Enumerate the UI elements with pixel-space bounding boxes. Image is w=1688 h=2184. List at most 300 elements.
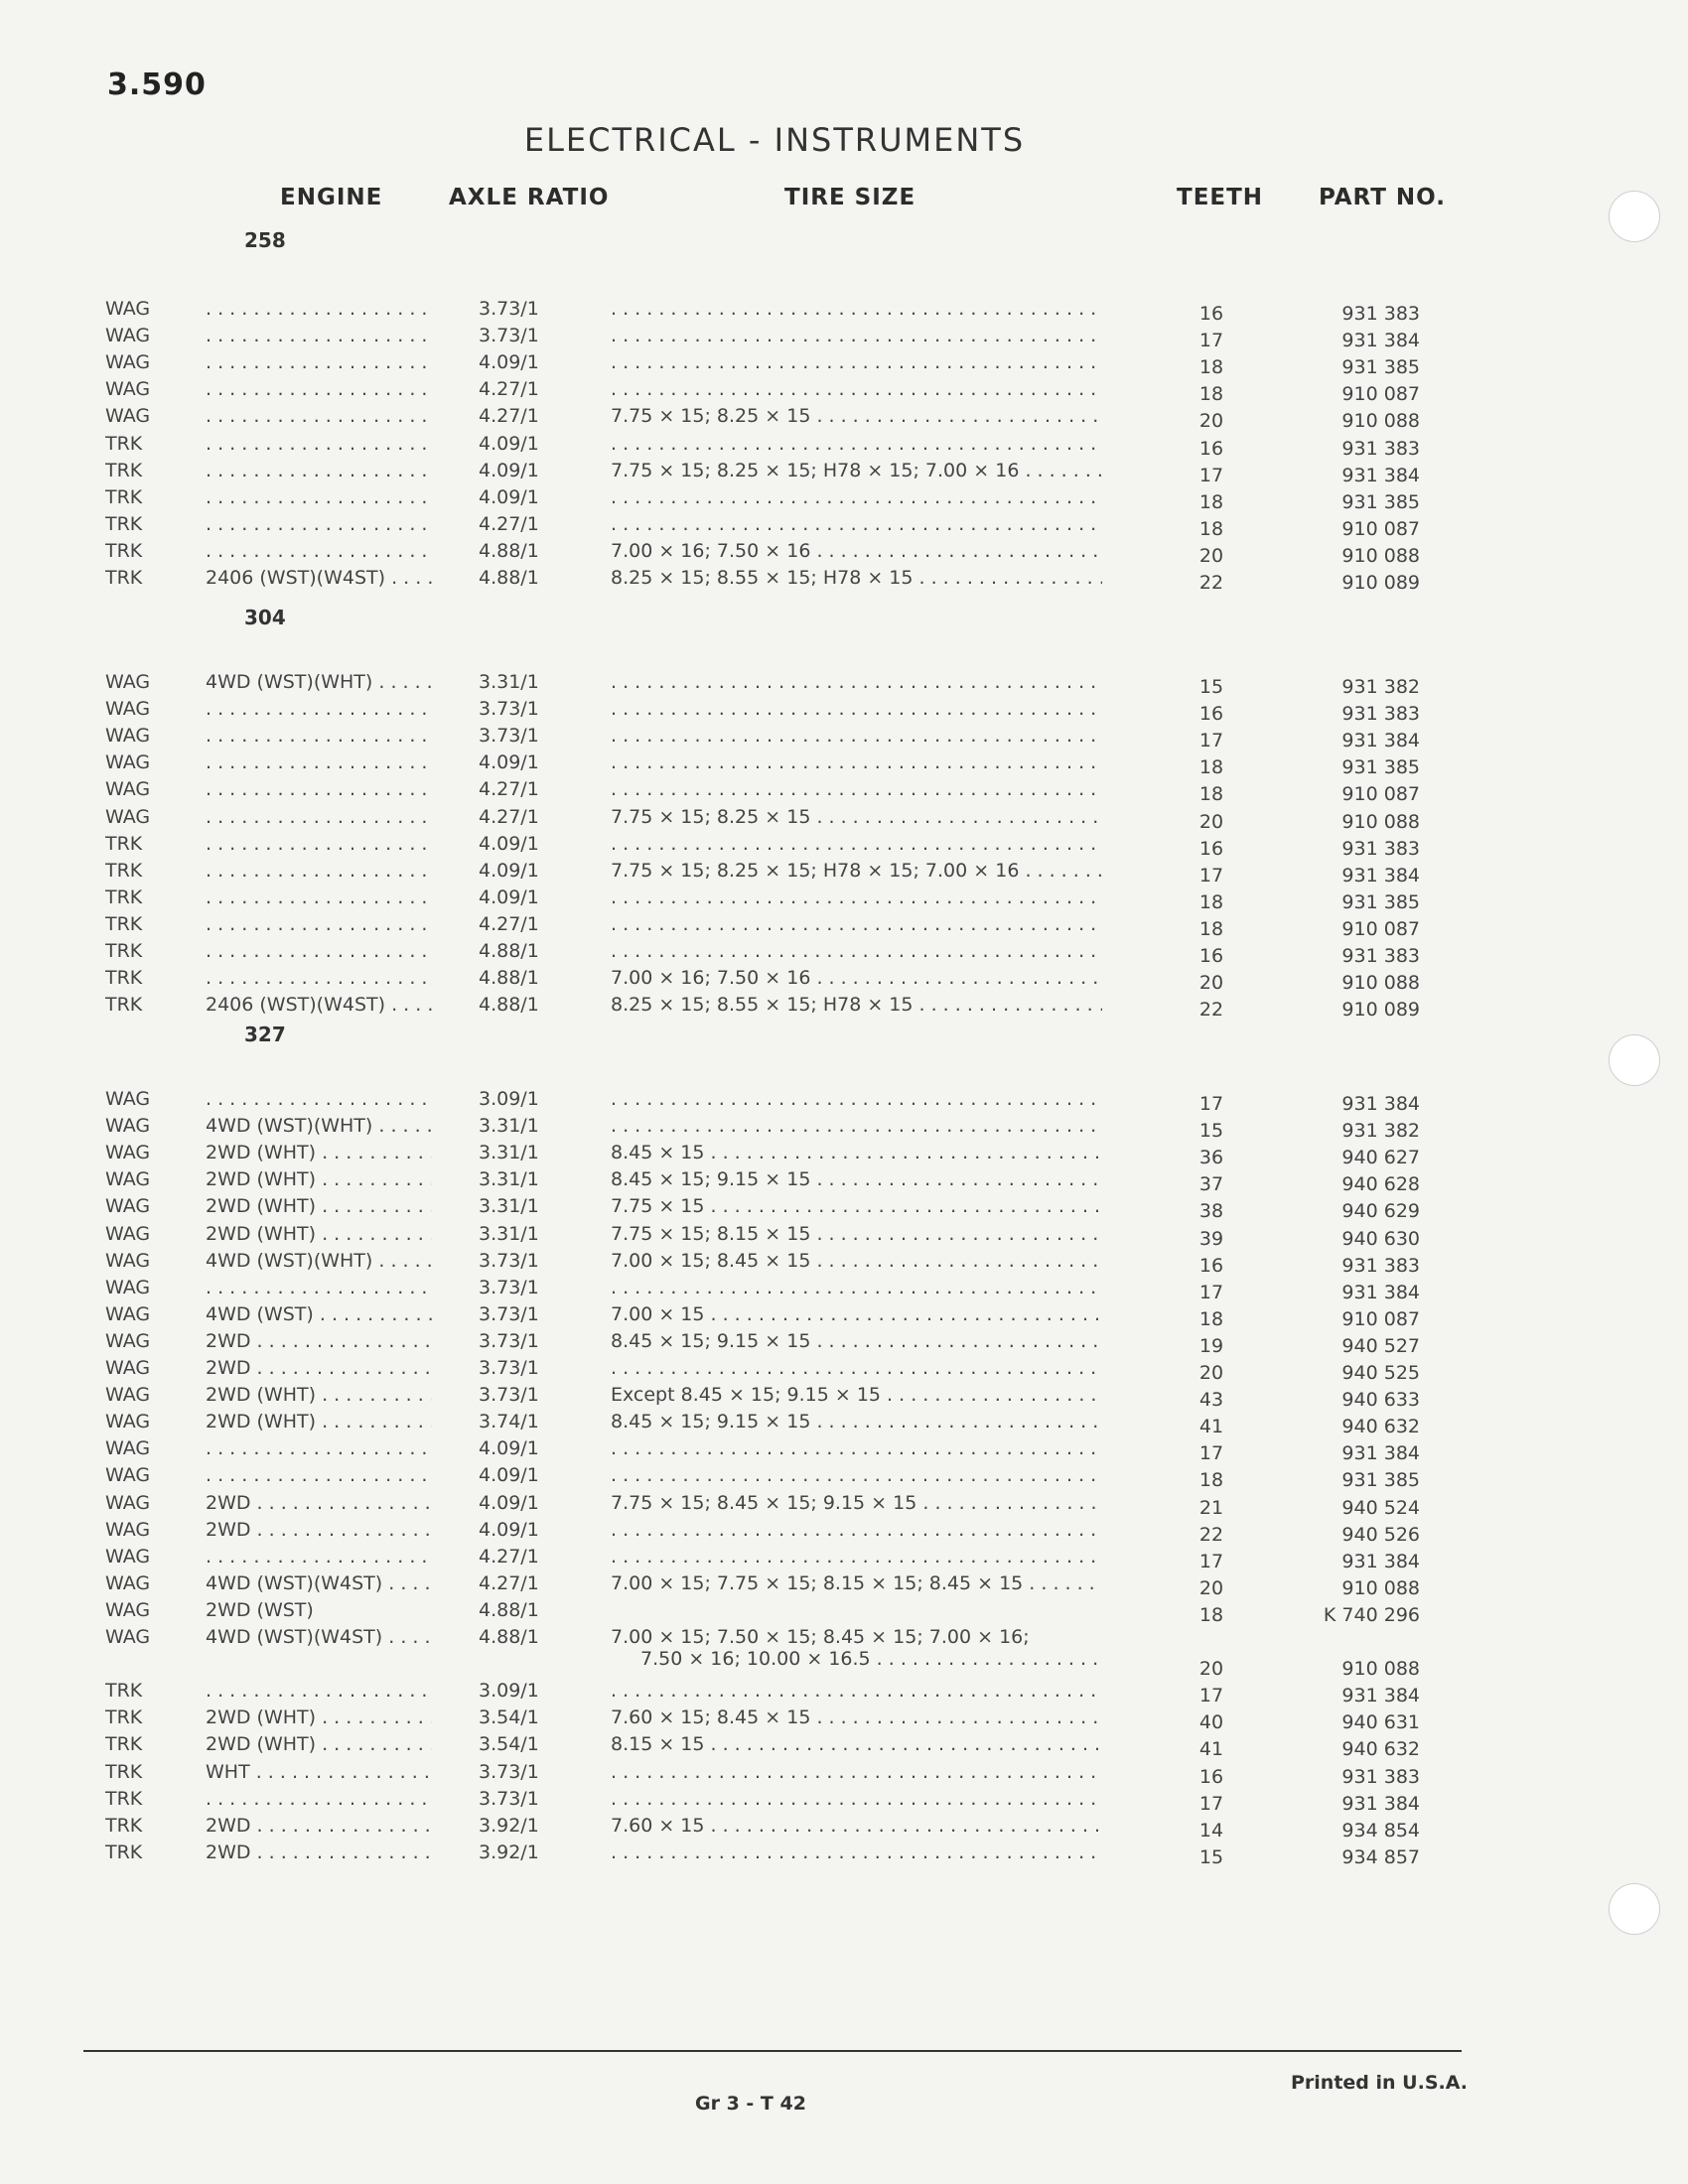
axle-ratio: 4.09/1 xyxy=(479,1491,539,1514)
axle-ratio: 3.31/1 xyxy=(479,1168,539,1191)
body-type: WAG xyxy=(105,1168,151,1191)
axle-ratio: 4.09/1 xyxy=(479,1464,539,1487)
body-type: WAG xyxy=(105,1491,151,1514)
engine-note xyxy=(206,698,432,720)
engine-note: 2WD . . . xyxy=(206,1492,432,1514)
tire-size xyxy=(611,351,1102,373)
body-type: TRK xyxy=(105,459,143,481)
engine-note: 2WD (WHT) . . . xyxy=(206,1223,432,1245)
table-row xyxy=(0,1680,1549,1706)
axle-ratio: 4.88/1 xyxy=(479,994,539,1017)
table-row xyxy=(0,1842,1549,1868)
tire-size xyxy=(611,1357,1102,1379)
engine-note xyxy=(206,725,432,747)
body-type: WAG xyxy=(105,351,151,374)
table-row xyxy=(0,1733,1549,1760)
footer-rule xyxy=(83,2050,1462,2052)
axle-ratio: 3.73/1 xyxy=(479,1787,539,1810)
engine-note xyxy=(206,1680,432,1702)
table-row xyxy=(0,1626,1549,1680)
tire-size: 7.75 × 15; 8.15 × 15 . . . xyxy=(611,1223,1102,1245)
binder-hole-bottom xyxy=(1609,1883,1660,1935)
axle-ratio: 4.09/1 xyxy=(479,485,539,508)
teeth-count: 18 xyxy=(1198,1469,1224,1492)
axle-ratio: 4.88/1 xyxy=(479,967,539,990)
teeth-count: 21 xyxy=(1198,1496,1224,1519)
tire-size xyxy=(611,1626,1102,1680)
part-number: 910 088 xyxy=(1341,972,1420,995)
part-number: 931 384 xyxy=(1341,730,1420,752)
body-type: TRK xyxy=(105,432,143,455)
body-type: TRK xyxy=(105,1814,143,1837)
teeth-count: 20 xyxy=(1198,1658,1224,1680)
engine-note xyxy=(206,460,432,481)
tire-size: 8.45 × 15 . . . xyxy=(611,1142,1102,1163)
engine-note: 4WD (WST)(WHT) . . . xyxy=(206,1250,432,1272)
body-type: TRK xyxy=(105,1680,143,1703)
engine-note: WHT . . . xyxy=(206,1761,432,1783)
engine-note xyxy=(206,806,432,828)
part-number: 940 629 xyxy=(1341,1200,1420,1223)
tire-size xyxy=(611,325,1102,346)
teeth-count: 20 xyxy=(1198,1362,1224,1384)
table-row xyxy=(0,325,1549,351)
table-row xyxy=(0,433,1549,460)
body-type: TRK xyxy=(105,859,143,882)
teeth-count: 36 xyxy=(1198,1147,1224,1169)
tire-size: 8.45 × 15; 9.15 × 15 . . . xyxy=(611,1168,1102,1190)
axle-ratio: 4.27/1 xyxy=(479,912,539,935)
section-engine-label: 304 xyxy=(244,606,286,629)
part-number: 931 383 xyxy=(1341,1765,1420,1788)
tire-size xyxy=(611,378,1102,400)
teeth-count: 16 xyxy=(1198,945,1224,967)
teeth-count: 41 xyxy=(1198,1738,1224,1761)
body-type: WAG xyxy=(105,405,151,428)
engine-note: 4WD (WST)(WHT) . . . xyxy=(206,1115,432,1137)
part-number: 931 383 xyxy=(1341,945,1420,967)
table-row xyxy=(0,1706,1549,1733)
body-type: WAG xyxy=(105,325,151,347)
tire-size: 7.00 × 15; 8.45 × 15 . . . xyxy=(611,1250,1102,1272)
teeth-count: 18 xyxy=(1198,490,1224,513)
tire-size: 7.75 × 15; 8.25 × 15; H78 × 15; 7.00 × 16 . . . xyxy=(611,860,1102,882)
body-type: WAG xyxy=(105,751,151,774)
part-number: 931 385 xyxy=(1341,1469,1420,1492)
teeth-count: 22 xyxy=(1198,572,1224,594)
body-type: WAG xyxy=(105,1598,151,1621)
part-number: 931 384 xyxy=(1341,1550,1420,1572)
teeth-count: 18 xyxy=(1198,783,1224,806)
table-row xyxy=(0,725,1549,751)
body-type: WAG xyxy=(105,1115,151,1138)
table-row xyxy=(0,1464,1549,1491)
tire-size xyxy=(611,1680,1102,1702)
teeth-count: 40 xyxy=(1198,1711,1224,1734)
engine-note xyxy=(206,1788,432,1810)
tire-size: 8.25 × 15; 8.55 × 15; H78 × 15 . . . xyxy=(611,567,1102,589)
part-number: 910 089 xyxy=(1341,572,1420,594)
teeth-count: 18 xyxy=(1198,1307,1224,1330)
engine-note: 2WD (WHT) . . . xyxy=(206,1411,432,1433)
engine-note xyxy=(206,486,432,508)
axle-ratio: 3.09/1 xyxy=(479,1680,539,1703)
table-row xyxy=(0,1788,1549,1815)
axle-ratio: 3.73/1 xyxy=(479,1249,539,1272)
engine-note xyxy=(206,1277,432,1298)
axle-ratio: 4.27/1 xyxy=(479,1545,539,1568)
part-number: 931 385 xyxy=(1341,756,1420,779)
part-number: 931 382 xyxy=(1341,1120,1420,1143)
table-row xyxy=(0,1115,1549,1142)
engine-note xyxy=(206,860,432,882)
tire-size xyxy=(611,887,1102,908)
engine-note xyxy=(206,1546,432,1568)
table-row xyxy=(0,1357,1549,1384)
engine-note xyxy=(206,967,432,989)
tire-size xyxy=(611,1277,1102,1298)
part-number: 931 384 xyxy=(1341,1685,1420,1707)
table-row xyxy=(0,1088,1549,1115)
table-row xyxy=(0,1761,1549,1788)
table-row xyxy=(0,1250,1549,1277)
part-number: 910 088 xyxy=(1341,1576,1420,1599)
teeth-count: 15 xyxy=(1198,1120,1224,1143)
teeth-count: 18 xyxy=(1198,1603,1224,1626)
teeth-count: 18 xyxy=(1198,383,1224,406)
axle-ratio: 3.73/1 xyxy=(479,325,539,347)
tire-size xyxy=(611,1088,1102,1110)
body-type: TRK xyxy=(105,886,143,908)
table-row xyxy=(0,1546,1549,1572)
body-type: WAG xyxy=(105,725,151,748)
engine-note: 2WD . . . xyxy=(206,1842,432,1863)
engine-note: 2WD (WHT) . . . xyxy=(206,1706,432,1728)
engine-note: 2WD (WHT) . . . xyxy=(206,1384,432,1406)
axle-ratio: 4.09/1 xyxy=(479,459,539,481)
body-type: TRK xyxy=(105,1841,143,1863)
engine-note xyxy=(206,351,432,373)
teeth-count: 17 xyxy=(1198,1685,1224,1707)
body-type: TRK xyxy=(105,994,143,1017)
tire-size xyxy=(611,1519,1102,1541)
engine-note: 2WD (WHT) . . . xyxy=(206,1142,432,1163)
axle-ratio: 4.09/1 xyxy=(479,751,539,774)
printed-in-label: Printed in U.S.A. xyxy=(1291,2072,1468,2094)
table-row xyxy=(0,1572,1549,1599)
tire-size: 7.00 × 16; 7.50 × 16 . . . xyxy=(611,967,1102,989)
tire-size: 8.25 × 15; 8.55 × 15; H78 × 15 . . . xyxy=(611,994,1102,1016)
part-number: 940 633 xyxy=(1341,1389,1420,1412)
body-type: WAG xyxy=(105,1384,151,1407)
table-row xyxy=(0,1142,1549,1168)
column-header-teeth: TEETH xyxy=(1177,185,1264,210)
axle-ratio: 3.54/1 xyxy=(479,1706,539,1729)
body-type: WAG xyxy=(105,378,151,401)
part-number: 940 527 xyxy=(1341,1334,1420,1357)
table-row xyxy=(0,1492,1549,1519)
part-number: 931 383 xyxy=(1341,837,1420,860)
teeth-count: 18 xyxy=(1198,756,1224,779)
engine-note xyxy=(206,405,432,427)
engine-note xyxy=(206,913,432,935)
page-number: 3.590 xyxy=(107,68,207,102)
tire-size xyxy=(611,513,1102,535)
binder-hole-top xyxy=(1609,191,1660,242)
teeth-count: 17 xyxy=(1198,1281,1224,1303)
engine-note xyxy=(206,513,432,535)
tire-size xyxy=(611,833,1102,855)
tire-size: 7.75 × 15; 8.45 × 15; 9.15 × 15 . . . xyxy=(611,1492,1102,1514)
tire-size: 8.45 × 15; 9.15 × 15 . . . xyxy=(611,1330,1102,1352)
tire-size xyxy=(611,486,1102,508)
axle-ratio: 4.88/1 xyxy=(479,1598,539,1621)
body-type: TRK xyxy=(105,912,143,935)
teeth-count: 16 xyxy=(1198,437,1224,460)
tire-size: 7.75 × 15; 8.25 × 15 . . . xyxy=(611,405,1102,427)
teeth-count: 20 xyxy=(1198,410,1224,433)
part-number: 931 384 xyxy=(1341,330,1420,352)
teeth-count: 22 xyxy=(1198,999,1224,1022)
engine-note xyxy=(206,1464,432,1486)
engine-note: 2WD . . . xyxy=(206,1330,432,1352)
teeth-count: 22 xyxy=(1198,1523,1224,1546)
engine-note: 2406 (WST)(W4ST) . . . xyxy=(206,994,432,1016)
body-type: TRK xyxy=(105,940,143,962)
table-row xyxy=(0,1223,1549,1250)
teeth-count: 18 xyxy=(1198,517,1224,540)
body-type: WAG xyxy=(105,1357,151,1379)
teeth-count: 15 xyxy=(1198,676,1224,698)
teeth-count: 17 xyxy=(1198,730,1224,752)
tire-size xyxy=(611,778,1102,800)
teeth-count: 15 xyxy=(1198,1845,1224,1868)
axle-ratio: 4.27/1 xyxy=(479,378,539,401)
body-type: WAG xyxy=(105,1302,151,1325)
column-header-tire-size: TIRE SIZE xyxy=(784,185,916,210)
axle-ratio: 4.09/1 xyxy=(479,1518,539,1541)
body-type: TRK xyxy=(105,512,143,535)
part-number: 910 087 xyxy=(1341,917,1420,940)
column-header-part-no: PART NO. xyxy=(1319,185,1446,210)
teeth-count: 41 xyxy=(1198,1416,1224,1438)
axle-ratio: 3.73/1 xyxy=(479,298,539,320)
teeth-count: 16 xyxy=(1198,837,1224,860)
part-number: 940 526 xyxy=(1341,1523,1420,1546)
part-number: 931 384 xyxy=(1341,1442,1420,1465)
part-number: 931 383 xyxy=(1341,1254,1420,1277)
engine-note: 4WD (WST)(WHT) . . . xyxy=(206,671,432,693)
tire-size: 7.75 × 15; 8.25 × 15; H78 × 15; 7.00 × 16 . . . xyxy=(611,460,1102,481)
table-row xyxy=(0,1303,1549,1330)
part-number: 931 384 xyxy=(1341,1792,1420,1815)
axle-ratio: 3.73/1 xyxy=(479,1760,539,1783)
teeth-count: 20 xyxy=(1198,1576,1224,1599)
part-number: 940 525 xyxy=(1341,1362,1420,1384)
body-type: WAG xyxy=(105,1437,151,1460)
axle-ratio: 3.09/1 xyxy=(479,1088,539,1110)
axle-ratio: 4.27/1 xyxy=(479,805,539,828)
tire-size xyxy=(611,725,1102,747)
part-number: 931 384 xyxy=(1341,464,1420,486)
teeth-count: 16 xyxy=(1198,303,1224,325)
tire-size xyxy=(611,433,1102,455)
part-number: 940 524 xyxy=(1341,1496,1420,1519)
body-type: TRK xyxy=(105,485,143,508)
engine-note: 2WD . . . xyxy=(206,1519,432,1541)
body-type: TRK xyxy=(105,567,143,589)
part-number: 910 089 xyxy=(1341,999,1420,1022)
body-type: WAG xyxy=(105,1571,151,1594)
table-row xyxy=(0,1411,1549,1437)
teeth-count: 20 xyxy=(1198,544,1224,567)
section-engine-label: 327 xyxy=(244,1023,286,1046)
engine-note: 2WD (WHT) . . . xyxy=(206,1168,432,1190)
part-number: 910 087 xyxy=(1341,1307,1420,1330)
part-number: 931 384 xyxy=(1341,1093,1420,1115)
axle-ratio: 3.73/1 xyxy=(479,1329,539,1352)
engine-note xyxy=(206,1437,432,1459)
teeth-count: 17 xyxy=(1198,464,1224,486)
engine-note xyxy=(206,887,432,908)
part-number: 940 627 xyxy=(1341,1147,1420,1169)
part-number: 931 384 xyxy=(1341,1281,1420,1303)
table-row xyxy=(0,860,1549,887)
part-number: 940 628 xyxy=(1341,1173,1420,1196)
engine-note xyxy=(206,940,432,962)
tire-size xyxy=(611,751,1102,773)
engine-note: 4WD (WST)(W4ST) . . . xyxy=(206,1572,432,1594)
part-number: 931 385 xyxy=(1341,490,1420,513)
axle-ratio: 4.09/1 xyxy=(479,432,539,455)
table-row xyxy=(0,1437,1549,1464)
table-row xyxy=(0,378,1549,405)
table-row xyxy=(0,833,1549,860)
table-row xyxy=(0,806,1549,833)
axle-ratio: 3.31/1 xyxy=(479,671,539,693)
teeth-count: 17 xyxy=(1198,1550,1224,1572)
engine-note xyxy=(206,778,432,800)
axle-ratio: 4.09/1 xyxy=(479,886,539,908)
axle-ratio: 3.73/1 xyxy=(479,698,539,721)
table-row xyxy=(0,405,1549,432)
tire-size xyxy=(611,298,1102,320)
axle-ratio: 3.73/1 xyxy=(479,1276,539,1298)
body-type: WAG xyxy=(105,1088,151,1110)
body-type: WAG xyxy=(105,671,151,693)
tire-size xyxy=(611,913,1102,935)
teeth-count: 20 xyxy=(1198,810,1224,833)
axle-ratio: 3.74/1 xyxy=(479,1411,539,1433)
axle-ratio: 4.09/1 xyxy=(479,859,539,882)
table-row xyxy=(0,351,1549,378)
tire-size: 7.60 × 15; 8.45 × 15 . . . xyxy=(611,1706,1102,1728)
engine-note: 2WD (WHT) . . . xyxy=(206,1733,432,1755)
engine-note: 2WD . . . xyxy=(206,1815,432,1837)
axle-ratio: 3.73/1 xyxy=(479,1357,539,1379)
table-row xyxy=(0,460,1549,486)
table-row xyxy=(0,778,1549,805)
part-number: 931 383 xyxy=(1341,703,1420,726)
part-number: 931 383 xyxy=(1341,303,1420,325)
part-number: 910 088 xyxy=(1341,410,1420,433)
table-row xyxy=(0,486,1549,513)
tire-size xyxy=(611,1464,1102,1486)
body-type: WAG xyxy=(105,1329,151,1352)
tire-size: 7.75 × 15; 8.25 × 15 . . . xyxy=(611,806,1102,828)
teeth-count: 18 xyxy=(1198,917,1224,940)
body-type: WAG xyxy=(105,1411,151,1433)
axle-ratio: 4.27/1 xyxy=(479,512,539,535)
axle-ratio: 4.88/1 xyxy=(479,567,539,589)
part-number: 910 087 xyxy=(1341,783,1420,806)
tire-size-line: 7.00 × 15; 7.50 × 15; 8.45 × 15; 7.00 × 16; xyxy=(611,1626,1030,1648)
table-row xyxy=(0,298,1549,325)
table-row xyxy=(0,994,1549,1021)
tire-size xyxy=(611,698,1102,720)
part-number: 910 088 xyxy=(1341,810,1420,833)
tire-size: 7.75 × 15 . . . xyxy=(611,1195,1102,1217)
tire-size xyxy=(611,1115,1102,1137)
body-type: TRK xyxy=(105,832,143,855)
table-row xyxy=(0,1384,1549,1411)
part-number: 931 385 xyxy=(1341,356,1420,379)
teeth-count: 17 xyxy=(1198,864,1224,887)
part-number: 910 087 xyxy=(1341,383,1420,406)
teeth-count: 19 xyxy=(1198,1334,1224,1357)
teeth-count: 16 xyxy=(1198,1765,1224,1788)
body-type: WAG xyxy=(105,1195,151,1218)
axle-ratio: 3.92/1 xyxy=(479,1841,539,1863)
tire-size xyxy=(611,1437,1102,1459)
part-number: 940 632 xyxy=(1341,1738,1420,1761)
engine-note xyxy=(206,751,432,773)
table-row xyxy=(0,1195,1549,1222)
table-row xyxy=(0,940,1549,967)
engine-note: 2WD (WST) xyxy=(206,1598,314,1621)
part-number: 934 854 xyxy=(1341,1819,1420,1842)
tire-size xyxy=(611,1788,1102,1810)
axle-ratio: 3.73/1 xyxy=(479,1384,539,1407)
axle-ratio: 3.73/1 xyxy=(479,725,539,748)
axle-ratio: 4.88/1 xyxy=(479,1626,539,1648)
axle-ratio: 4.88/1 xyxy=(479,539,539,562)
body-type: WAG xyxy=(105,1518,151,1541)
teeth-count: 20 xyxy=(1198,972,1224,995)
table-row xyxy=(0,698,1549,725)
body-type: WAG xyxy=(105,1626,151,1648)
footer-code: Gr 3 - T 42 xyxy=(695,2093,806,2115)
engine-note: 2WD . . . xyxy=(206,1357,432,1379)
page-title: ELECTRICAL - INSTRUMENTS xyxy=(523,121,1026,159)
part-number: K 740 296 xyxy=(1323,1603,1420,1626)
table-row xyxy=(0,887,1549,913)
teeth-count: 16 xyxy=(1198,703,1224,726)
part-number: 940 631 xyxy=(1341,1711,1420,1734)
section-engine-label: 258 xyxy=(244,228,286,252)
body-type: WAG xyxy=(105,805,151,828)
tire-size-line: 7.50 × 16; 10.00 × 16.5 . . . xyxy=(611,1648,1102,1680)
body-type: WAG xyxy=(105,1464,151,1487)
table-row xyxy=(0,1330,1549,1357)
part-number: 931 383 xyxy=(1341,437,1420,460)
table-row xyxy=(0,967,1549,994)
tire-size: 8.15 × 15 . . . xyxy=(611,1733,1102,1755)
axle-ratio: 3.31/1 xyxy=(479,1195,539,1218)
axle-ratio: 4.27/1 xyxy=(479,778,539,801)
body-type: WAG xyxy=(105,1545,151,1568)
tire-size xyxy=(611,1546,1102,1568)
